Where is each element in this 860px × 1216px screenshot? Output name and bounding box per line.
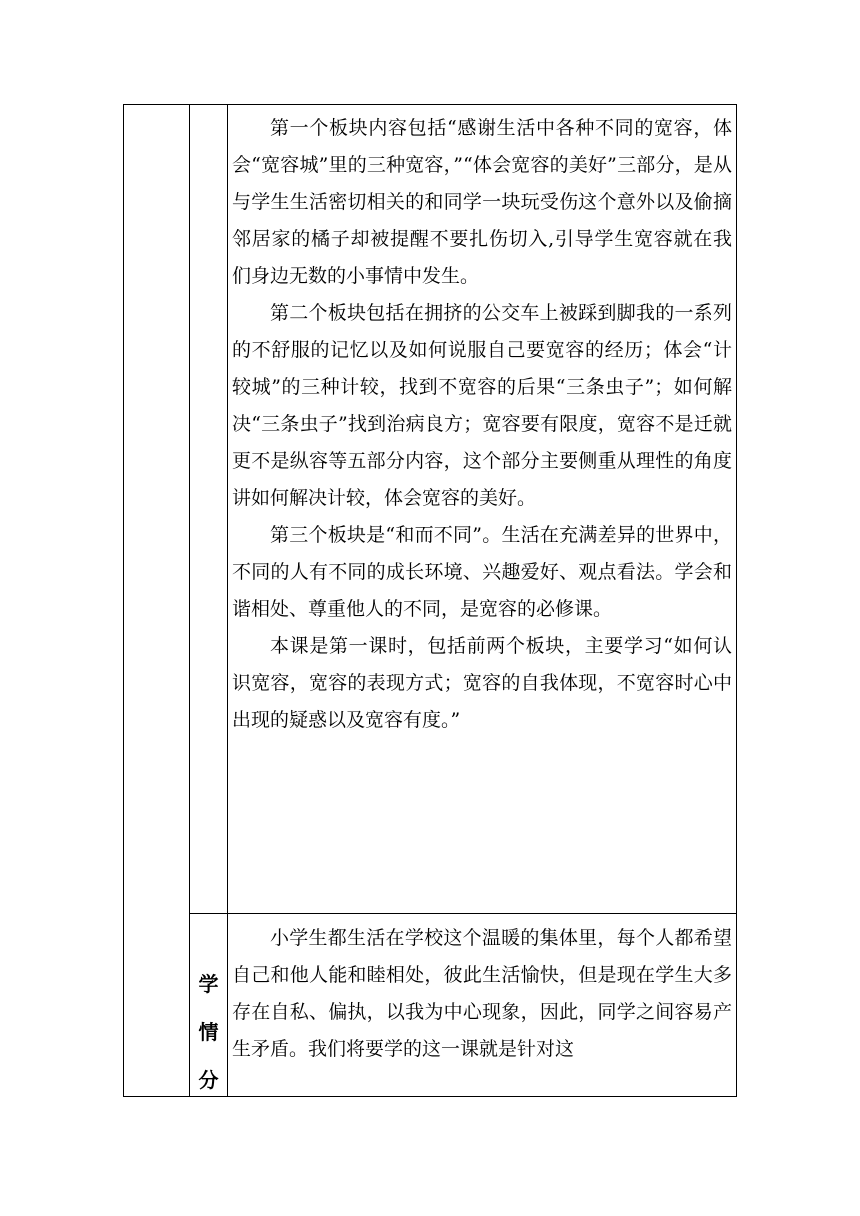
table-row-divider <box>189 913 737 914</box>
paragraph-section-one: 第一个板块内容包括“感谢生活中各种不同的宽容，体会“宽容城”里的三种宽容，”“体会宽容的美好”三部分，是从与学生生活密切相关的和同学一块玩受伤这个意外以及偷摘邻居家的橘子却被提醒不要扎伤切入,引导学生宽容就在我们身边无数的小事情中发生。 <box>232 117 732 287</box>
label-char: 学 <box>198 972 219 996</box>
label-char: 情 <box>198 1020 219 1044</box>
analysis-row-label <box>190 960 227 1104</box>
label-char: 分 <box>198 1068 219 1092</box>
table-column-divider <box>189 104 190 1097</box>
paragraph-section-two: 第二个板块包括在拥挤的公交车上被踩到脚我的一系列的不舒服的记忆以及如何说服自己要宽容的经历；体会“计较城”的三种计较，找到不宽容的后果“三条虫子”；如何解决“三条虫子”找到治病良方；宽容要有限度，宽容不是迁就更不是纵容等五部分内容，这个部分主要侧重从理性的角度讲如何解决计较，体会宽容的美好。 <box>232 302 732 509</box>
paragraph-lesson-scope: 本课是第一课时，包括前两个板块，主要学习“如何认识宽容，宽容的表现方式；宽容的自我体现，不宽容时心中出现的疑惑以及宽容有度。” <box>232 635 732 731</box>
analysis-cell <box>232 920 732 1068</box>
paragraph-student-analysis: 小学生都生活在学校这个温暖的集体里，每个人都希望自己和他人能和睦相处，彼此生活愉快，但是现在学生大多存在自私、偏执，以我为中心现象，因此，同学之间容易产生矛盾。我们将要学的这一课就是针对这 <box>232 927 732 1060</box>
content-cell <box>232 110 732 739</box>
table-column-divider <box>227 104 228 1097</box>
paragraph-section-three: 第三个板块是“和而不同”。生活在充满差异的世界中，不同的人有不同的成长环境、兴趣爱好、观点看法。学会和谐相处、尊重他人的不同，是宽容的必修课。 <box>232 524 732 620</box>
